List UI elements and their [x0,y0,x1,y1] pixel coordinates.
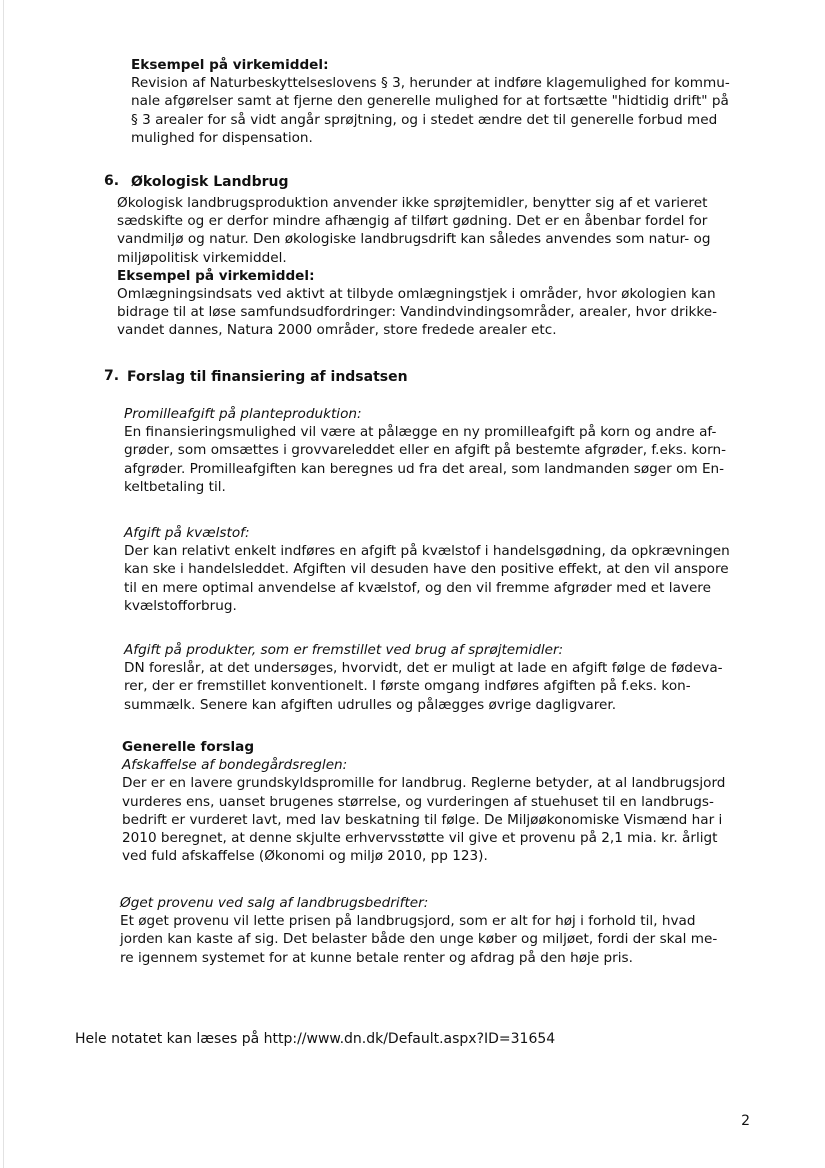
scan-edge-line [3,0,4,1168]
section-number-7: 7. [104,368,120,384]
text-line: vandmiljø og natur. Den økologiske landbrugsdrift kan således anvendes som natur- og [117,231,711,248]
subsection-promilleafgift [124,405,726,496]
text-line: mulighed for dispensation. [131,129,313,146]
section-6-title: Økologisk Landbrug [131,174,289,190]
text-line: 2010 beregnet, at denne skjulte erhvervsstøtte vil give et provenu på 2,1 mia. kr. årligt [122,830,718,847]
text-line: § 3 arealer for så vidt angår sprøjtning, og i stedet ændre det til generelle forbud med [131,111,718,128]
text-line: re igennem systemet for at kunne betale renter og afdrag på den høje pris. [120,949,633,966]
example-heading: Eksempel på virkemiddel: [131,57,329,73]
text-line: sædskifte og er derfor mindre afhængig af tilført gødning. Det er en åbenbar fordel for [117,213,708,230]
example-block-top [131,56,730,147]
text-line: Der er en lavere grundskyldspromille for landbrug. Reglerne betyder, at al landbrugsjord [122,775,726,792]
text-line: Revision af Naturbeskyttelseslovens § 3, herunder at indføre klagemulighed for kommu- [131,75,730,92]
subsection-generelle-forslag [122,738,725,865]
subsection-title: Afgift på kvælstof: [124,525,250,541]
footer-link-text: Hele notatet kan læses på http://www.dn.dk/Default.aspx?ID=31654 [75,1031,556,1047]
section-7-title: Forslag til finansiering af indsatsen [127,369,408,385]
subsection-oeget-provenu [120,894,717,967]
text-line: ved fuld afskaffelse (Økonomi og miljø 2010, pp 123). [122,848,488,865]
text-line: nale afgørelser samt at fjerne den generelle mulighed for at fortsætte "hidtidig drift" på [131,93,729,110]
text-line: til en mere optimal anvendelse af kvælstof, og den vil fremme afgrøder med et lavere [124,579,711,596]
text-line: rer, der er fremstillet konventionelt. I første omgang indføres afgiften på f.eks. kon- [124,678,691,695]
subsection-title: Afgift på produkter, som er fremstillet ved brug af sprøjtemidler: [124,642,564,658]
text-line: vurderes ens, uanset brugenes størrelse, og vurderingen af stuehuset til en landbrugs- [122,793,714,810]
text-line: bedrift er vurderet lavt, med lav beskatning til følge. De Miljøøkonomiske Vismænd har i [122,811,723,828]
general-heading: Generelle forslag [122,739,255,755]
text-line: Der kan relativt enkelt indføres en afgift på kvælstof i handelsgødning, da opkrævningen [124,543,730,560]
text-line: kan ske i handelsleddet. Afgiften vil desuden have den positive effekt, at den vil anspore [124,561,729,578]
text-line: keltbetaling til. [124,478,226,495]
section-7-title-block [127,368,408,386]
text-line: kvælstofforbrug. [124,597,237,614]
example-heading: Eksempel på virkemiddel: [117,267,315,284]
text-line: Omlægningsindsats ved aktivt at tilbyde omlægningstjek i områder, hvor økologien kan [117,286,716,303]
text-line: vandet dannes, Natura 2000 områder, store fredede arealer etc. [117,322,557,339]
subsection-title: Afskaffelse af bondegårdsreglen: [122,757,348,774]
text-line: grøder, som omsættes i grovvareleddet eller en afgift på bestemte afgrøder, f.eks. korn- [124,442,726,459]
text-line: DN foreslår, at det undersøges, hvorvidt, det er muligt at lade en afgift følge de fødeva- [124,660,723,677]
section-6-body [117,194,717,340]
section-number-6: 6. [104,173,120,189]
text-line: jorden kan kaste af sig. Det belaster både den unge køber og miljøet, fordi der skal me- [120,931,718,948]
subsection-title: Øget provenu ved salg af landbrugsbedrifter: [120,895,429,911]
text-line: Et øget provenu vil lette prisen på landbrugsjord, som er alt for høj i forhold til, hvad [120,913,696,930]
text-line: En finansieringsmulighed vil være at pålægge en ny promilleafgift på korn og andre af- [124,424,717,441]
text-line: bidrage til at løse samfundsudfordringer: Vandindvindingsområder, arealer, hvor drikke- [117,304,718,321]
text-line: Økologisk landbrugsproduktion anvender ikke sprøjtemidler, benytter sig af et varieret [117,195,708,211]
page-number: 2 [741,1113,750,1129]
subsection-sproejtemidler [124,641,723,714]
text-line: afgrøder. Promilleafgiften kan beregnes ud fra det areal, som landmanden søger om En- [124,460,725,477]
section-6-title-block [131,173,288,191]
text-line: miljøpolitisk virkemiddel. [117,249,287,266]
text-line: summælk. Senere kan afgiften udrulles og pålægges øvrige dagligvarer. [124,696,617,713]
subsection-kvaelstof [124,524,730,615]
subsection-title: Promilleafgift på planteproduktion: [124,406,362,422]
